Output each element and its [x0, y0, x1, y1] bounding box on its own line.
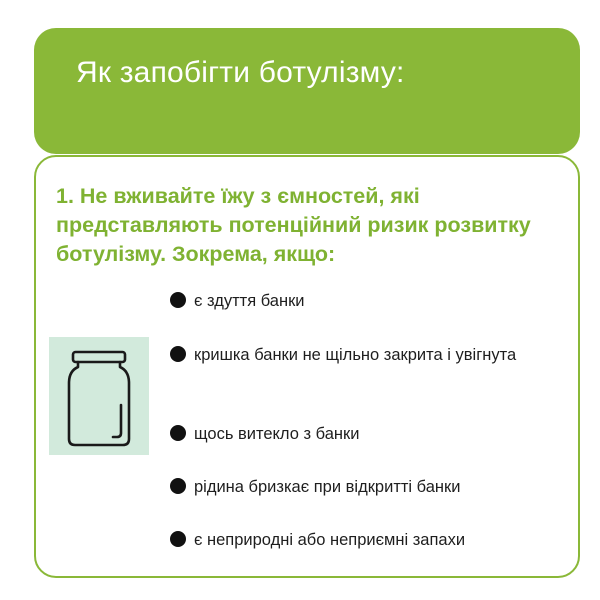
list-item — [170, 422, 554, 446]
list-item — [170, 343, 554, 367]
bullet-dot-icon — [170, 346, 186, 362]
bullet-dot-icon — [170, 531, 186, 547]
section-heading: 1. Не вживайте їжу з ємностей, які представляють потенційний ризик розвитку ботулізму. Зокрема, якщо: — [56, 184, 531, 266]
content-card — [34, 155, 580, 578]
list-item-text: кришка банки не щільно закрита і увігнута — [194, 346, 517, 364]
list-item — [170, 289, 554, 313]
bullet-dot-icon — [170, 478, 186, 494]
list-item-text: є здуття банки — [194, 292, 305, 310]
page-title: Як запобігти ботулізму: — [76, 56, 405, 89]
bullet-dot-icon — [170, 425, 186, 441]
bullet-dot-icon — [170, 292, 186, 308]
list-item-text: рідина бризкає при відкритті банки — [194, 478, 461, 496]
list-item-text: щось витекло з банки — [194, 425, 360, 443]
jar-illustration — [49, 337, 149, 455]
list-item — [170, 475, 554, 499]
list-item-text: є неприродні або неприємні запахи — [194, 531, 466, 549]
list-item — [170, 528, 554, 552]
jar-icon — [49, 337, 149, 455]
header-banner — [34, 28, 580, 154]
